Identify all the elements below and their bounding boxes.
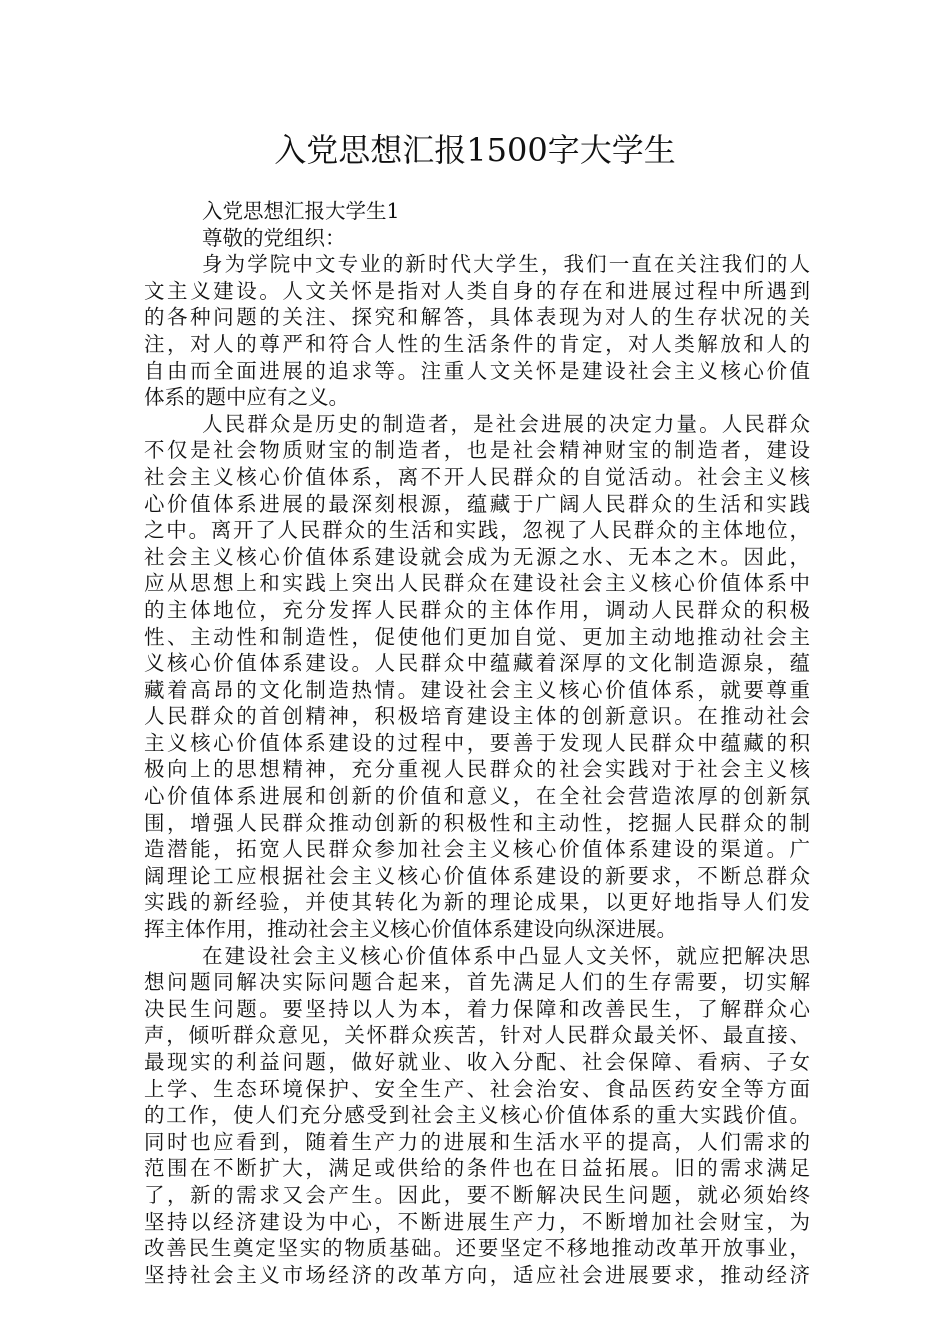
text-line: 义核心价值体系建设。人民群众中蕴藏着深厚的文化制造源泉，蕴 [144,651,810,676]
text-line: 的工作，使人们充分感受到社会主义核心价值体系的重大实践价值。 [144,1103,810,1128]
text-line: 主义核心价值体系建设的过程中，要善于发现人民群众中蕴藏的积 [144,730,810,755]
text-line: 心价值体系进展和创新的价值和意义，在全社会营造浓厚的创新氛 [144,784,810,809]
text-line: 心价值体系进展的最深刻根源，蕴藏于广阔人民群众的生活和实践 [144,491,810,516]
text-line: 最现实的利益问题，做好就业、收入分配、社会保障、看病、子女 [144,1050,810,1074]
text-line: 应从思想上和实践上突出人民群众在建设社会主义核心价值体系中 [144,571,810,596]
text-line: 想问题同解决实际问题合起来，首先满足人们的生存需要，切实解 [144,970,810,995]
text-line: 改善民生奠定坚实的物质基础。还要坚定不移地推动改革开放事业， [144,1236,810,1261]
text-line: 的各种问题的关注、探究和解答，具体表现为对人的生存状况的关 [144,305,810,330]
text-line: 了，新的需求又会产生。因此，要不断解决民生问题，就必须始终 [144,1182,810,1207]
text-line: 造潜能，拓宽人民群众参加社会主义核心价值体系建设的渠道。广 [144,837,810,862]
text-line: 社会主义核心价值体系建设就会成为无源之水、无本之木。因此， [144,544,810,569]
text-line: 人民群众是历史的制造者，是社会进展的决定力量。人民群众 [202,411,810,436]
text-line: 坚持以经济建设为中心，不断进展生产力，不断增加社会财宝，为 [144,1209,810,1234]
text-line: 尊敬的党组织： [202,225,346,250]
text-line: 入党思想汇报大学生1 [202,199,400,223]
text-line: 藏着高昂的文化制造热情。建设社会主义核心价值体系，就要尊重 [144,677,810,702]
text-line: 极向上的思想精神，充分重视人民群众的社会实践对于社会主义核 [144,757,810,782]
text-line: 坚持社会主义市场经济的改革方向，适应社会进展要求，推动经济 [144,1262,810,1287]
text-line: 声，倾听群众意见，关怀群众疾苦，针对人民群众最关怀、最直接、 [144,1023,810,1048]
text-line: 围，增强人民群众推动创新的积极性和主动性，挖掘人民群众的制 [144,810,810,835]
text-line: 上学、生态环境保护、安全生产、社会治安、食品医药安全等方面 [144,1076,810,1101]
text-line: 之中。离开了人民群众的生活和实践，忽视了人民群众的主体地位， [144,518,810,543]
document-body [144,198,810,1288]
text-line: 挥主体作用，推动社会主义核心价值体系建设向纵深进展。 [144,917,677,942]
text-line: 人民群众的首创精神，积极培育建设主体的创新意识。在推动社会 [144,704,810,729]
text-line: 阔理论工应根据社会主义核心价值体系建设的新要求，不断总群众 [144,863,810,888]
document-title: 入党思想汇报1500字大学生 [274,131,676,169]
text-line: 自由而全面进展的追求等。注重人文关怀是建设社会主义核心价值 [144,358,810,383]
text-line: 在建设社会主义核心价值体系中凸显人文关怀，就应把解决思 [202,943,810,968]
text-line: 不仅是社会物质财宝的制造者，也是社会精神财宝的制造者，建设 [144,438,810,463]
text-line: 性、主动性和制造性，促使他们更加自觉、更加主动地推动社会主 [144,624,810,649]
text-line: 决民生问题。要坚持以人为本，着力保障和改善民生，了解群众心 [144,996,810,1021]
text-line: 身为学院中文专业的新时代大学生，我们一直在关注我们的人 [202,252,810,277]
text-line: 社会主义核心价值体系，离不开人民群众的自觉活动。社会主义核 [144,464,810,489]
text-line: 范围在不断扩大，满足或供给的条件也在日益拓展。旧的需求满足 [144,1156,810,1181]
text-line: 体系的题中应有之义。 [144,385,349,410]
text-line: 实践的新经验，并使其转化为新的理论成果，以更好地指导人们发 [144,890,810,915]
text-line: 文主义建设。人文关怀是指对人类自身的存在和进展过程中所遇到 [144,278,810,303]
text-line: 注，对人的尊严和符合人性的生活条件的肯定，对人类解放和人的 [144,331,810,356]
text-line: 同时也应看到，随着生产力的进展和生活水平的提高，人们需求的 [144,1129,810,1154]
text-line: 的主体地位，充分发挥人民群众的主体作用，调动人民群众的积极 [144,597,810,622]
